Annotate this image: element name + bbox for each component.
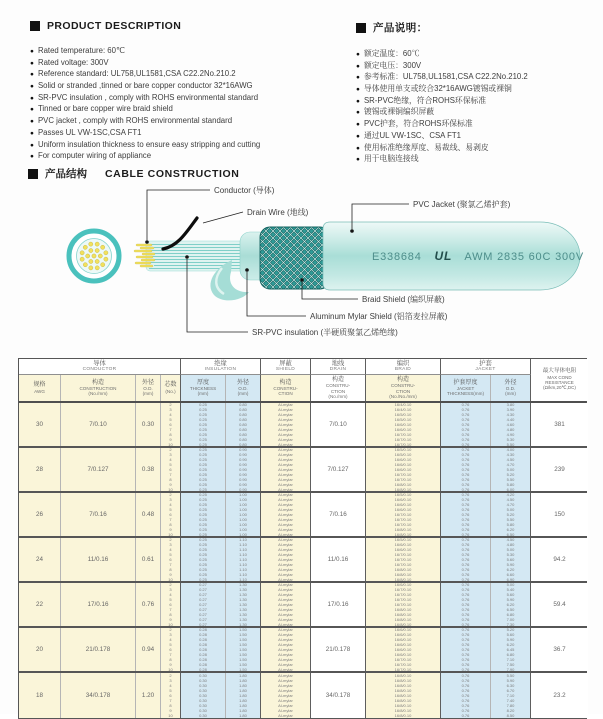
jacket-od-cell: 4.00 4.30 4.50 4.70 5.00 5.20 5.50 5.80 6.00 — [491, 448, 531, 491]
insulation-od-cell: 1.30 1.30 1.30 1.30 1.30 1.30 1.30 1.30 1.30 — [226, 583, 261, 626]
conductor-od-cell: 0.94 — [136, 628, 161, 671]
core-count-cell: 2 3 4 5 6 7 8 9 10 — [161, 628, 181, 671]
sr-pvc-insulation-label: SR-PVC insulation (半硬质聚氯乙烯绝缘) — [252, 327, 398, 337]
table-row — [19, 493, 586, 538]
bullet-text: Reference standard: UL758,UL1581,CSA C22.2No.210.2 — [38, 70, 236, 78]
header-jacket-thickness: 护套厚度 JACKET THICKNESS(mm) — [441, 375, 491, 401]
bullet-icon: ● — [30, 48, 34, 56]
insulation-od-cell: 0.80 0.80 0.80 0.80 0.80 0.80 0.80 0.80 0.80 — [226, 403, 261, 446]
cable-cross-section — [69, 231, 119, 281]
ul-mark-icon: UL — [435, 249, 453, 263]
drain-construction-cell: 7/0.16 — [311, 493, 366, 536]
bullet-item — [30, 82, 342, 91]
group-shield: 屏蔽 SHIELD — [261, 359, 311, 375]
insulation-od-cell: 1.80 1.80 1.80 1.80 1.80 1.80 1.80 1.80 1.80 — [226, 673, 261, 718]
bullet-item — [356, 132, 598, 141]
conductor-construction-cell: 7/0.16 — [61, 493, 136, 536]
bullet-icon: ● — [30, 71, 34, 79]
jacket-od-cell: 4.50 4.80 5.00 5.30 5.60 5.90 6.20 6.60 6.90 — [491, 538, 531, 581]
table-row — [19, 673, 586, 718]
cable-marking — [372, 249, 584, 263]
bullet-item — [30, 105, 342, 114]
table-row — [19, 448, 586, 493]
table-row — [19, 628, 586, 673]
insulation-thickness-cell: 0.25 0.25 0.25 0.25 0.25 0.25 0.25 0.25 0.25 — [181, 493, 226, 536]
awg-cell: 20 — [19, 628, 61, 671]
bullet-item — [356, 73, 598, 82]
bullet-text: PVC jacket , comply with ROHS environmental standard — [38, 117, 232, 125]
insulation-thickness-cell: 0.28 0.28 0.28 0.28 0.28 0.28 0.28 0.28 0.28 — [181, 628, 226, 671]
insulation-thickness-cell: 0.30 0.30 0.30 0.30 0.30 0.30 0.30 0.30 0.30 — [181, 673, 226, 718]
braid-shield-label: Braid Shield (编织屏蔽) — [362, 294, 445, 304]
shield-construction-cell: Al-mylar Al-mylar Al-mylar Al-mylar Al-mylar Al-mylar Al-mylar Al-mylar Al-mylar — [261, 628, 311, 671]
header-braid-construction: 构造 CONSTRU- CTION (No./No./mm) — [366, 375, 441, 401]
awg-cell: 18 — [19, 673, 61, 718]
header-shield-construction: 构造 CONSTRU- CTION — [261, 375, 311, 401]
jacket-od-cell: 3.80 3.90 4.30 4.40 4.60 4.80 4.90 5.30 5.50 — [491, 403, 531, 446]
insulation-od-cell: 1.50 1.50 1.50 1.50 1.50 1.50 1.50 1.50 1.50 — [226, 628, 261, 671]
table-header — [19, 359, 586, 403]
bullet-icon: ● — [30, 106, 34, 114]
group-conductor: 导体 CONDUCTOR — [19, 359, 181, 375]
max-resistance-cell: 150 — [531, 493, 588, 536]
shield-construction-cell: Al-mylar Al-mylar Al-mylar Al-mylar Al-mylar Al-mylar Al-mylar Al-mylar Al-mylar — [261, 448, 311, 491]
header-insulation-thickness: 厚度 THICKNESS (mm) — [181, 375, 226, 401]
conductor-od-cell: 0.30 — [136, 403, 161, 446]
bullet-item — [30, 94, 342, 103]
insulation-thickness-cell: 0.25 0.25 0.25 0.25 0.25 0.25 0.25 0.25 0.25 — [181, 538, 226, 581]
drain-construction-cell: 11/0.16 — [311, 538, 366, 581]
product-description-title — [30, 20, 342, 32]
drain-construction-cell: 34/0.178 — [311, 673, 366, 718]
max-resistance-cell: 94.2 — [531, 538, 588, 581]
bullet-icon: ● — [30, 118, 34, 126]
drain-construction-cell: 21/0.178 — [311, 628, 366, 671]
header-conductor-od: 外径 O.D. (mm) — [136, 375, 161, 401]
core-count-cell: 2 3 4 5 6 7 8 9 10 — [161, 583, 181, 626]
bullet-text: 使用标准绝缘厚度、易裁线、易剥皮 — [364, 144, 489, 152]
bullet-icon: ● — [356, 156, 360, 164]
bullet-icon: ● — [30, 142, 34, 150]
bullet-item — [30, 141, 342, 150]
bullet-text: 镀锡或裸铜编织屏蔽 — [364, 108, 434, 116]
bullet-icon: ● — [356, 133, 360, 141]
construction-title-en: CABLE CONSTRUCTION — [105, 168, 239, 180]
conductor-construction-cell: 11/0.16 — [61, 538, 136, 581]
bullet-text: 额定温度：60℃ — [364, 50, 419, 58]
shield-construction-cell: Al-mylar Al-mylar Al-mylar Al-mylar Al-mylar Al-mylar Al-mylar Al-mylar Al-mylar — [261, 673, 311, 718]
conductor-od-cell: 0.48 — [136, 493, 161, 536]
bullet-text: 额定电压：300V — [364, 62, 421, 70]
bullet-item — [30, 47, 342, 56]
bullet-text: For computer wiring of appliance — [38, 152, 151, 160]
cable-side-view — [134, 218, 584, 300]
insulation-thickness-cell: 0.25 0.25 0.25 0.25 0.25 0.25 0.25 0.25 0.25 — [181, 403, 226, 446]
shield-construction-cell: Al-mylar Al-mylar Al-mylar Al-mylar Al-mylar Al-mylar Al-mylar Al-mylar Al-mylar — [261, 538, 311, 581]
jacket-thickness-cell: 0.76 0.76 0.76 0.76 0.76 0.76 0.76 0.76 0.76 — [441, 493, 491, 536]
braid-construction-cell: 16/5/0.10 16/6/0.10 16/6/0.10 16/6/0.10 16/7/0.10 16/7/0.10 16/7/0.10 16/8/0.10 16/8/0.10 — [366, 493, 441, 536]
conductor-construction-cell: 7/0.10 — [61, 403, 136, 446]
max-resistance-cell: 381 — [531, 403, 588, 446]
conductor-construction-cell: 7/0.127 — [61, 448, 136, 491]
max-resistance-cell: 23.2 — [531, 673, 588, 718]
braid-construction-cell: 16/8/0.10 16/8/0.10 16/8/0.10 16/8/0.10 16/8/0.10 16/8/0.10 16/8/0.10 16/8/0.10 16/8/0.10 — [366, 673, 441, 718]
drain-construction-cell: 17/0.16 — [311, 583, 366, 626]
shield-construction-cell: Al-mylar Al-mylar Al-mylar Al-mylar Al-mylar Al-mylar Al-mylar Al-mylar Al-mylar — [261, 493, 311, 536]
braid-construction-cell: 16/6/0.10 16/6/0.10 16/6/0.10 16/6/0.10 16/6/0.10 16/6/0.10 16/7/0.10 16/7/0.10 16/7/0.10 — [366, 628, 441, 671]
insulation-od-cell: 0.90 0.90 0.90 0.90 0.90 0.90 0.90 0.90 0.90 — [226, 448, 261, 491]
bullet-item — [30, 129, 342, 138]
bullet-text: Solid or stranded ,tinned or bare copper conductor 32*16AWG — [38, 82, 253, 90]
braid-construction-cell: 16/5/0.10 16/6/0.10 16/6/0.10 16/7/0.10 16/7/0.10 16/7/0.10 16/8/0.10 16/8/0.10 16/8/0.10 — [366, 538, 441, 581]
bullet-icon: ● — [356, 98, 360, 106]
jacket-thickness-cell: 0.76 0.76 0.76 0.76 0.76 0.76 0.76 0.76 0.76 — [441, 403, 491, 446]
bullet-icon: ● — [356, 74, 360, 82]
conductor-od-cell: 1.20 — [136, 673, 161, 718]
bullet-item — [30, 59, 342, 68]
conductor-label: Conductor (导体) — [214, 185, 275, 195]
bullet-icon: ● — [356, 51, 360, 59]
bullet-text: SR-PVC绝缘，符合ROHS环保标准 — [364, 97, 486, 105]
jacket-od-cell: 5.00 5.40 5.60 5.90 6.20 6.50 6.80 7.00 7.30 — [491, 583, 531, 626]
jacket-od-cell: 5.50 5.90 6.30 6.70 7.10 7.40 7.80 8.20 8.50 — [491, 673, 531, 718]
jacket-od-cell: 5.20 5.60 5.90 6.20 6.45 6.80 7.10 7.50 7.90 — [491, 628, 531, 671]
braid-construction-cell: 16/6/0.10 16/7/0.10 16/7/0.10 16/7/0.10 16/7/0.10 16/8/0.10 16/8/0.10 16/8/0.10 16/8/0.10 — [366, 583, 441, 626]
conductor-od-cell: 0.38 — [136, 448, 161, 491]
bullet-icon: ● — [30, 60, 34, 68]
conductor-od-cell: 0.76 — [136, 583, 161, 626]
bullet-icon: ● — [356, 109, 360, 117]
bullet-item — [30, 152, 342, 161]
core-count-cell: 2 3 4 5 6 7 8 9 10 — [161, 403, 181, 446]
square-bullet-icon — [356, 23, 366, 33]
spec-table — [18, 358, 587, 719]
braid-shield — [260, 227, 330, 289]
bullet-icon: ● — [356, 121, 360, 129]
bullet-item — [30, 70, 342, 79]
core-count-cell: 2 3 4 5 6 7 8 9 10 — [161, 493, 181, 536]
bullet-text: 通过UL VW-1SC、CSA FT1 — [364, 132, 461, 140]
header-insulation-od: 外径 O.D. (mm) — [226, 375, 261, 401]
insulation-od-cell: 1.10 1.10 1.10 1.10 1.10 1.10 1.10 1.10 1.10 — [226, 538, 261, 581]
bullet-item — [356, 50, 598, 59]
group-drain: 地线 DRAIN — [311, 359, 366, 375]
jacket-od-cell: 4.20 4.50 4.70 5.00 5.20 5.50 5.80 6.20 6.50 — [491, 493, 531, 536]
header-core-count: 芯数 (No.) — [161, 375, 181, 401]
jacket-thickness-cell: 0.76 0.76 0.76 0.76 0.76 0.76 0.76 0.76 0.76 — [441, 673, 491, 718]
bullet-item — [356, 144, 598, 153]
bullet-item — [356, 120, 598, 129]
conductor-construction-cell: 21/0.178 — [61, 628, 136, 671]
insulation-od-cell: 1.00 1.00 1.00 1.00 1.00 1.00 1.00 1.00 1.00 — [226, 493, 261, 536]
ul-file-number: E338684 — [372, 251, 422, 263]
awm-rating: AWM 2835 60C 300V — [464, 251, 584, 263]
product-description-list — [30, 47, 342, 161]
awg-cell: 30 — [19, 403, 61, 446]
bullet-text: PVC护套，符合ROHS环保标准 — [364, 120, 473, 128]
insulation-thickness-cell: 0.27 0.27 0.27 0.27 0.27 0.27 0.27 0.27 0.27 — [181, 583, 226, 626]
shield-construction-cell: Al-mylar Al-mylar Al-mylar Al-mylar Al-mylar Al-mylar Al-mylar Al-mylar Al-mylar — [261, 403, 311, 446]
conductor-construction-cell: 17/0.16 — [61, 583, 136, 626]
product-description-cn — [356, 20, 598, 167]
bullet-item — [356, 85, 598, 94]
header-drain-construction: 构造 CONSTRU- CTION (No./mm) — [311, 375, 366, 401]
awg-cell: 22 — [19, 583, 61, 626]
table-row — [19, 538, 586, 583]
core-count-cell: 2 3 4 5 6 7 8 9 10 — [161, 673, 181, 718]
mylar-shield-label: Aluminum Mylar Shield (铝箔麦拉屏蔽) — [310, 311, 448, 321]
group-insulation: 绝缘 INSULATION — [181, 359, 261, 375]
bullet-icon: ● — [356, 86, 360, 94]
bullet-text: Passes UL VW-1SC,CSA FT1 — [38, 129, 142, 137]
bullet-item — [356, 97, 598, 106]
max-resistance-cell: 239 — [531, 448, 588, 491]
max-resistance-cell: 36.7 — [531, 628, 588, 671]
cable-construction-diagram — [0, 170, 603, 357]
construction-title-cn: 产品结构 — [45, 166, 87, 181]
conductor-construction-cell: 34/0.178 — [61, 673, 136, 718]
bullet-icon: ● — [30, 95, 34, 103]
bullet-item — [356, 155, 598, 164]
table-row — [19, 583, 586, 628]
header-awg: 规格 AWG — [19, 375, 61, 401]
awg-cell: 24 — [19, 538, 61, 581]
bullet-text: Tinned or bare copper wire braid shield — [38, 105, 173, 113]
bullet-item — [356, 108, 598, 117]
pvc-jacket-label: PVC Jacket (聚氯乙烯护套) — [413, 199, 511, 209]
core-count-cell: 2 3 4 5 6 7 8 9 10 — [161, 538, 181, 581]
jacket-thickness-cell: 0.76 0.76 0.76 0.76 0.76 0.76 0.76 0.76 0.76 — [441, 538, 491, 581]
bullet-icon: ● — [356, 63, 360, 71]
braid-construction-cell: 16/5/0.10 16/5/0.10 16/6/0.10 16/6/0.10 16/6/0.10 16/7/0.10 16/7/0.10 16/8/0.10 16/8/0.10 — [366, 448, 441, 491]
awg-cell: 28 — [19, 448, 61, 491]
bullet-icon: ● — [30, 83, 34, 91]
core-count-cell: 2 3 4 5 6 7 8 9 10 — [161, 448, 181, 491]
bullet-text: 参考标准：UL758,UL1581,CSA C22.2No.210.2 — [364, 73, 528, 81]
header-max-resistance: 最大导体电阻 MAX COND RESISTANCE (Ω/km,20℃,DC) — [531, 359, 588, 401]
section-title-text: PRODUCT DESCRIPTION — [47, 20, 181, 32]
conductor-od-cell: 0.61 — [136, 538, 161, 581]
insulation-thickness-cell: 0.25 0.25 0.25 0.25 0.25 0.25 0.25 0.25 0.25 — [181, 448, 226, 491]
jacket-thickness-cell: 0.76 0.76 0.76 0.76 0.76 0.76 0.76 0.76 0.76 — [441, 628, 491, 671]
product-description-cn-title — [356, 20, 598, 35]
header-conductor-construction: 构造 CONSTRUCTION (No./mm) — [61, 375, 136, 401]
section-title-text: 产品说明： — [373, 20, 428, 35]
bullet-icon: ● — [30, 153, 34, 161]
bullet-text: SR-PVC insulation , comply with ROHS environmental standard — [38, 94, 258, 102]
header-jacket-od: 外径 O.D. (mm) — [491, 375, 531, 401]
product-description-en — [30, 20, 342, 164]
group-jacket: 护套 JACKET — [441, 359, 531, 375]
drain-construction-cell: 7/0.10 — [311, 403, 366, 446]
bullet-text: Rated voltage: 300V — [38, 59, 109, 67]
shield-construction-cell: Al-mylar Al-mylar Al-mylar Al-mylar Al-mylar Al-mylar Al-mylar Al-mylar Al-mylar — [261, 583, 311, 626]
drain-construction-cell: 7/0.127 — [311, 448, 366, 491]
drain-wire-label: Drain Wire (地线) — [247, 207, 309, 217]
square-bullet-icon — [30, 21, 40, 31]
braid-construction-cell: 16/4/0.10 16/4/0.10 16/5/0.10 16/5/0.10 16/6/0.10 16/6/0.10 16/7/0.10 16/7/0.10 16/7/0.10 — [366, 403, 441, 446]
jacket-thickness-cell: 0.76 0.76 0.76 0.76 0.76 0.76 0.76 0.76 0.76 — [441, 583, 491, 626]
bullet-icon: ● — [30, 130, 34, 138]
group-braid: 编织 BRAID — [366, 359, 441, 375]
bullet-text: 用于电脑连接线 — [364, 155, 419, 163]
max-resistance-cell: 59.4 — [531, 583, 588, 626]
table-body — [19, 403, 586, 718]
table-row — [19, 403, 586, 448]
bullet-icon: ● — [356, 145, 360, 153]
bullet-item — [30, 117, 342, 126]
bullet-text: Rated temperature: 60℃ — [38, 47, 125, 55]
bullet-text: 导体使用单支或绞合32*16AWG镀锡或裸铜 — [364, 85, 512, 93]
awg-cell: 26 — [19, 493, 61, 536]
bullet-item — [356, 62, 598, 71]
jacket-thickness-cell: 0.76 0.76 0.76 0.76 0.76 0.76 0.76 0.76 0.76 — [441, 448, 491, 491]
bullet-text: Uniform insulation thickness to ensure easy stripping and cutting — [38, 141, 260, 149]
product-description-cn-list — [356, 50, 598, 164]
